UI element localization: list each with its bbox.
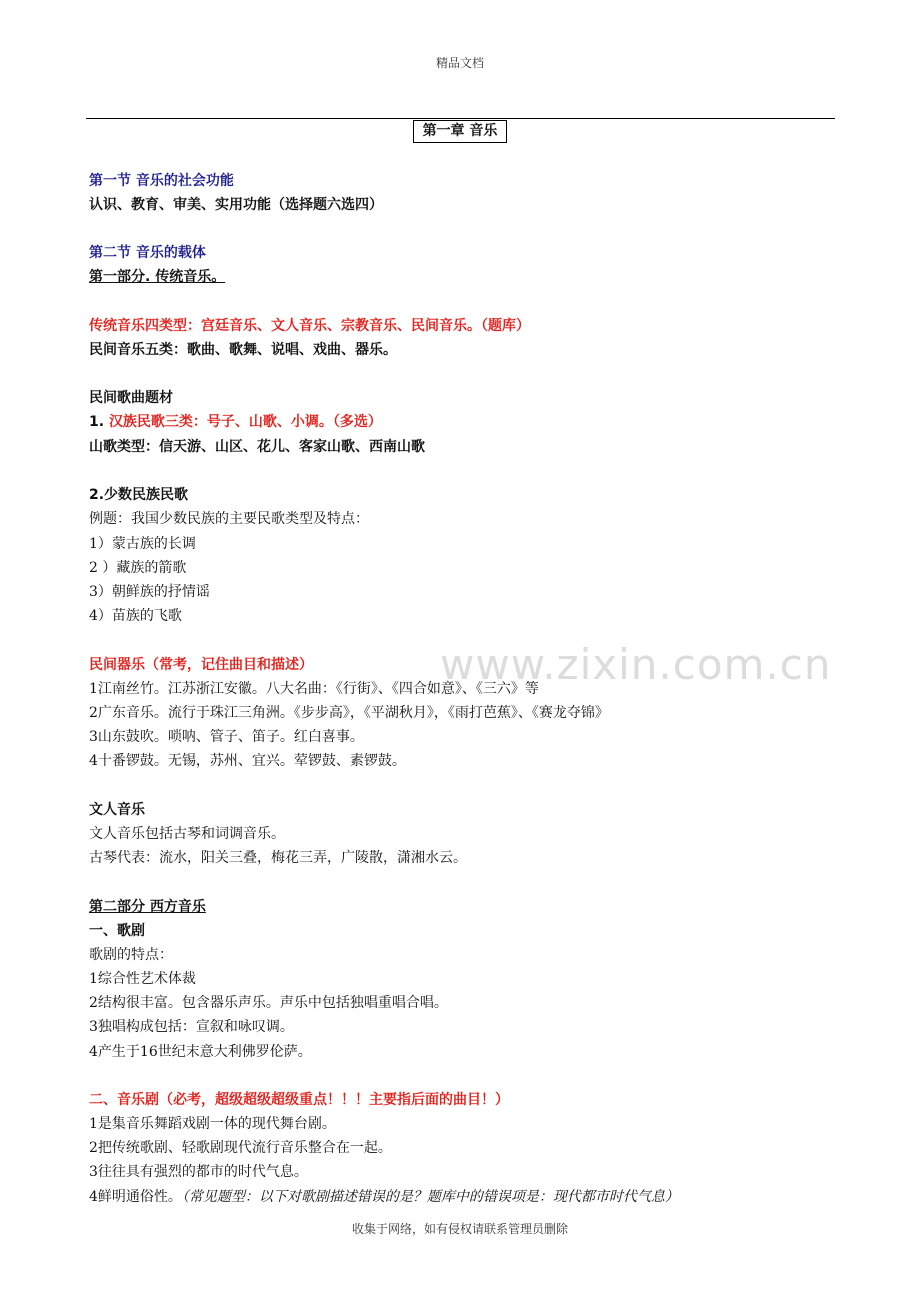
han-folk-text: 汉族民歌三类：号子、山歌、小调。（多选） — [108, 414, 382, 430]
instrumental-heading: 民间器乐（常考，记住曲目和描述） — [89, 657, 313, 673]
page-footer: 收集于网络，如有侵权请联系管理员删除 — [351, 1222, 568, 1236]
list-item: 文人音乐包括古琴和词调音乐。 — [89, 826, 285, 842]
list-item — [89, 1188, 679, 1206]
page-header: 精品文档 — [435, 56, 484, 70]
mountain-song-types: 山歌类型：信天游、山区、花儿、客家山歌、西南山歌 — [89, 439, 425, 455]
list-item: 4）苗族的飞歌 — [89, 608, 182, 624]
list-item: 3山东鼓吹。唢呐、管子、笛子。红白喜事。 — [89, 729, 364, 745]
opera-intro: 歌剧的特点： — [89, 947, 173, 963]
list-item: 4十番锣鼓。无锡，苏州、宜兴。荤锣鼓、素锣鼓。 — [89, 753, 406, 769]
folk-song-heading: 民间歌曲题材 — [89, 390, 173, 406]
list-item: 3独唱构成包括：宣叙和咏叹调。 — [89, 1019, 294, 1035]
folk-five-types: 民间音乐五类：歌曲、歌舞、说唱、戏曲、器乐。 — [89, 342, 397, 358]
chapter-title: 第一章 音乐 — [413, 120, 507, 143]
section2-title: 第二节 音乐的载体 — [89, 245, 206, 261]
list-item: 2广东音乐。流行于珠江三角洲。《步步高》，《平湖秋月》，《雨打芭蕉》、《赛龙夺锦》 — [89, 705, 609, 721]
part2-title: 第二部分 西方音乐 — [89, 899, 206, 915]
traditional-four-types: 传统音乐四类型：宫廷音乐、文人音乐、宗教音乐、民间音乐。（题库） — [89, 318, 530, 334]
musical-item4-note: （常见题型：以下对歌剧描述错误的是？题库中的错误项是：现代都市时代气息） — [181, 1189, 679, 1205]
watermark: www.zixin.com.cn — [440, 640, 832, 689]
list-item: 3往往具有强烈的都市的时代气息。 — [89, 1164, 308, 1180]
list-item: 1江南丝竹。江苏浙江安徽。八大名曲：《行街》、《四合如意》、《三六》等 — [89, 681, 539, 697]
list-item: 2 ）藏族的箭歌 — [89, 560, 187, 576]
section1-title: 第一节 音乐的社会功能 — [89, 173, 234, 189]
han-folk-song — [89, 413, 382, 431]
list-item: 1）蒙古族的长调 — [89, 536, 196, 552]
han-folk-number: 1. — [89, 414, 109, 430]
list-item: 1是集音乐舞蹈戏剧一体的现代舞台剧。 — [89, 1116, 336, 1132]
section1-content: 认识、教育、审美、实用功能（选择题六选四） — [89, 197, 383, 213]
list-item: 2结构很丰富。包含器乐声乐。声乐中包括独唱重唱合唱。 — [89, 995, 448, 1011]
musical-heading: 二、音乐剧（必考，超级超级超级重点！！！主要指后面的曲目！） — [89, 1092, 509, 1108]
opera-heading: 一、歌剧 — [89, 923, 145, 939]
list-item: 2把传统歌剧、轻歌剧现代流行音乐整合在一起。 — [89, 1140, 392, 1156]
list-item: 3）朝鲜族的抒情谣 — [89, 584, 210, 600]
header-rule — [86, 118, 835, 119]
list-item: 4产生于16世纪末意大利佛罗伦萨。 — [89, 1044, 312, 1060]
minority-example: 例题：我国少数民族的主要民歌类型及特点： — [89, 511, 369, 527]
list-item: 古琴代表：流水，阳关三叠，梅花三弄，广陵散，潇湘水云。 — [89, 850, 467, 866]
list-item: 1综合性艺术体裁 — [89, 971, 196, 987]
part1-title: 第一部分. 传统音乐。 — [89, 269, 226, 285]
literati-heading: 文人音乐 — [89, 802, 145, 818]
minority-heading: 2.少数民族民歌 — [89, 487, 189, 503]
musical-item4-text: 4鲜明通俗性。 — [89, 1189, 182, 1205]
